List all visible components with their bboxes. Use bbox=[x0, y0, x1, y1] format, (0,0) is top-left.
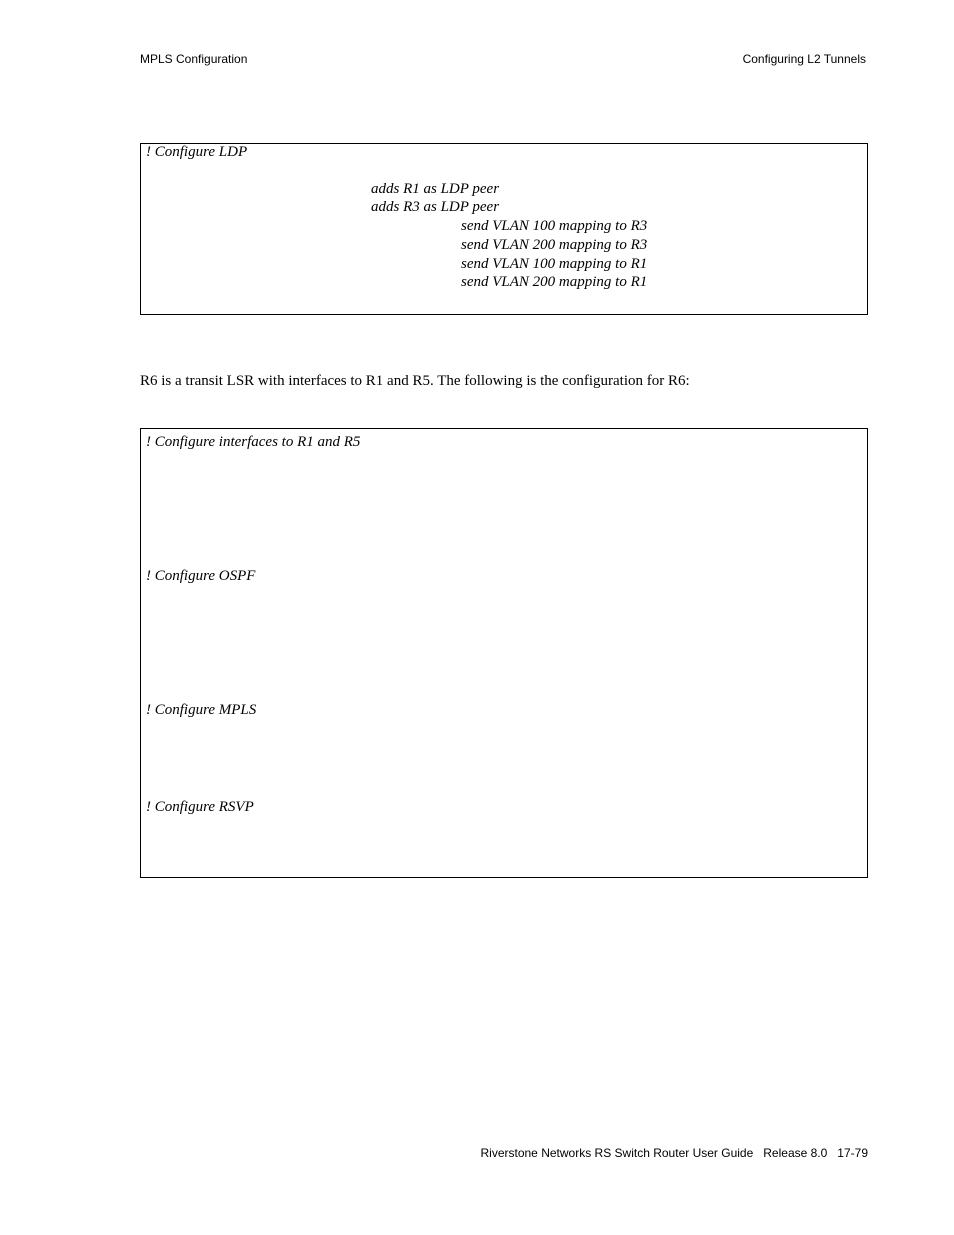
header-chapter-title: Configuring L2 Tunnels bbox=[742, 52, 866, 66]
r6-comment-ospf: ! Configure OSPF bbox=[146, 568, 256, 584]
ldp-comment-line: send VLAN 100 mapping to R3 bbox=[461, 218, 648, 234]
body-paragraph: R6 is a transit LSR with interfaces to R1 and R5. The following is the configuration for R6: bbox=[140, 373, 690, 389]
ldp-comment-line: adds R3 as LDP peer bbox=[371, 199, 500, 215]
ldp-comment-line: send VLAN 100 mapping to R1 bbox=[461, 256, 648, 272]
ldp-comment-line: adds R1 as LDP peer bbox=[371, 181, 500, 197]
page-footer: Riverstone Networks RS Switch Router User Guide Release 8.0 17-79 bbox=[480, 1146, 868, 1160]
ldp-comment-line: send VLAN 200 mapping to R3 bbox=[461, 237, 648, 253]
header-section-title: MPLS Configuration bbox=[140, 52, 248, 66]
ldp-comment-line: send VLAN 200 mapping to R1 bbox=[461, 274, 648, 290]
ldp-config-box bbox=[140, 143, 868, 315]
r6-comment-interfaces: ! Configure interfaces to R1 and R5 bbox=[146, 434, 361, 450]
r6-comment-rsvp: ! Configure RSVP bbox=[146, 799, 254, 815]
r6-config-box bbox=[140, 428, 868, 878]
r6-comment-mpls: ! Configure MPLS bbox=[146, 702, 257, 718]
ldp-comment-heading: ! Configure LDP bbox=[146, 144, 248, 160]
